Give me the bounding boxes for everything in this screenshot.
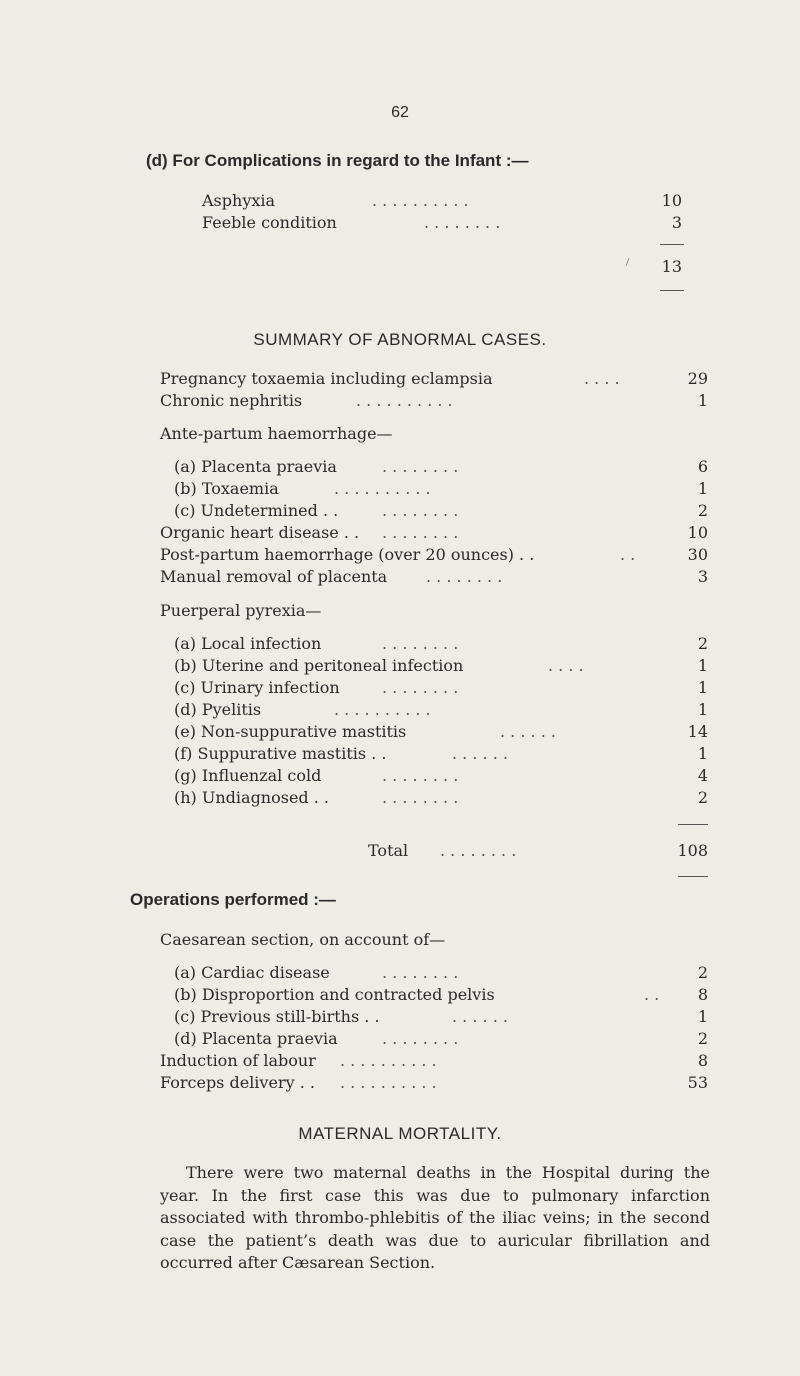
item-label: Induction of labour [160,1051,316,1070]
leader-dots: . . . . . . . . [426,567,503,586]
leader-dots: . . . . . . . . [382,1029,459,1048]
list-item [202,190,682,212]
item-value: 2 [697,634,708,653]
item-value: 3 [697,567,708,586]
item-value: 30 [687,545,708,564]
item-label: Manual removal of placenta [160,567,388,586]
item-value: 2 [697,963,708,982]
item-value: 4 [697,766,708,785]
list-item [174,721,708,743]
leader-dots: . . . . . . . . . . [356,391,453,410]
leader-dots: . . . . . . . . . . [340,1051,437,1070]
item-value: 8 [697,1051,708,1070]
item-value: 10 [661,191,682,210]
list-item [160,566,708,588]
list-item [174,962,708,984]
page-number: 62 [391,104,409,121]
leader-dots: . . . . . . . . [382,523,459,542]
item-label: (d) Pyelitis [174,700,262,719]
total-value: 108 [677,841,708,860]
list-item [174,1006,708,1028]
leader-dots: . . [644,985,660,1004]
list-item [174,984,708,1006]
infant-total [602,256,682,278]
item-value: 1 [697,391,708,410]
leader-dots: . . . . . . . . [424,213,501,232]
leader-dots: . . . . . . [452,744,508,763]
item-value: 14 [687,722,708,741]
leader-dots: . . . . . . . . [382,501,459,520]
item-value: 2 [697,1029,708,1048]
item-value: 29 [687,369,708,388]
list-item [160,1050,708,1072]
item-label: (a) Placenta praevia [174,457,337,476]
item-label: (b) Uterine and peritoneal infection [174,656,464,675]
leader-dots: . . . . . . . . [382,678,459,697]
leader-dots: . . . . . . . . [382,634,459,653]
maternal-mortality-paragraph [160,1162,710,1275]
list-item [174,787,708,809]
item-value: 3 [671,213,682,232]
leader-dots: . . [620,545,636,564]
item-label: (c) Undetermined . . [174,501,339,520]
list-item [160,368,708,390]
item-label: (c) Previous still-births . . [174,1007,380,1026]
leader-dots: . . . . . . . . [382,457,459,476]
leader-dots: . . . . . . . . . . [334,479,431,498]
caesarean-heading: Caesarean section, on account of— [160,930,446,949]
item-label: Asphyxia [202,191,276,210]
item-label: (c) Urinary infection [174,678,340,697]
item-label: (g) Influenzal cold [174,766,322,785]
item-value: 6 [697,457,708,476]
leader-dots: . . . . . . . . [382,766,459,785]
item-value: 1 [697,700,708,719]
item-label: Pregnancy toxaemia including eclampsia [160,369,493,388]
item-value: 1 [697,656,708,675]
paragraph-text: There were two maternal deaths in the Hospital during the year. In the first case this was due to pulmonary infarction associated with thrombo-phlebitis of the iliac veins; in the second case the patient’s death was due to auricular fibrillation and occurred after Cæsarean Section. [160,1163,710,1272]
summary-heading: SUMMARY OF ABNORMAL CASES. [253,330,547,349]
leader-dots: . . . . [584,369,620,388]
total-value: 13 [661,257,682,276]
item-value: 1 [697,1007,708,1026]
ante-partum-heading: Ante-partum haemorrhage— [160,424,393,443]
list-item [174,677,708,699]
list-item [202,212,682,234]
leader-dots: . . . . . . [500,722,556,741]
list-item [160,390,708,412]
operations-heading: Operations performed :— [130,890,336,909]
puerperal-heading: Puerperal pyrexia— [160,601,322,620]
item-label: Chronic nephritis [160,391,303,410]
item-label: Post-partum haemorrhage (over 20 ounces) . . [160,545,535,564]
total-rule [660,290,684,291]
leader-dots: . . . . . . . . . . [372,191,469,210]
list-item [160,1072,708,1094]
item-label: (h) Undiagnosed . . [174,788,330,807]
list-item [174,1028,708,1050]
sum-rule [678,824,708,825]
list-item [174,765,708,787]
item-value: 2 [697,501,708,520]
leader-dots: . . . . . . . . . . [340,1073,437,1092]
summary-total [368,840,708,862]
total-rule [678,876,708,877]
list-item [174,478,708,500]
sum-rule [660,244,684,245]
leader-dots: . . . . . . . . [440,841,517,860]
maternal-mortality-heading: MATERNAL MORTALITY. [298,1124,502,1143]
item-label: Feeble condition [202,213,337,232]
item-value: 2 [697,788,708,807]
leader-dots: . . . . . . . . . . [334,700,431,719]
item-label: (a) Cardiac disease [174,963,330,982]
item-label: (d) Placenta praevia [174,1029,338,1048]
list-item [160,544,708,566]
list-item [174,500,708,522]
list-item [174,633,708,655]
list-item [160,522,708,544]
item-value: 1 [697,479,708,498]
list-item [174,655,708,677]
leader-dots: . . . . . . . . [382,963,459,982]
item-label: (a) Local infection [174,634,322,653]
leader-dots: . . . . [548,656,584,675]
list-item [174,743,708,765]
leader-dots: . . . . . . [452,1007,508,1026]
list-item [174,456,708,478]
leader-dots: . . . . . . . . [382,788,459,807]
item-label: Forceps delivery . . [160,1073,315,1092]
item-label: (e) Non-suppurative mastitis [174,722,407,741]
item-value: 1 [697,678,708,697]
item-value: 1 [697,744,708,763]
total-label: Total [368,841,409,860]
list-item [174,699,708,721]
item-value: 8 [697,985,708,1004]
item-value: 53 [687,1073,708,1092]
item-label: (f) Suppurative mastitis . . [174,744,387,763]
infant-complications-heading: (d) For Complications in regard to the Infant :— [146,151,529,170]
item-label: (b) Disproportion and contracted pelvis [174,985,495,1004]
item-value: 10 [687,523,708,542]
item-label: (b) Toxaemia [174,479,279,498]
item-label: Organic heart disease . . [160,523,360,542]
